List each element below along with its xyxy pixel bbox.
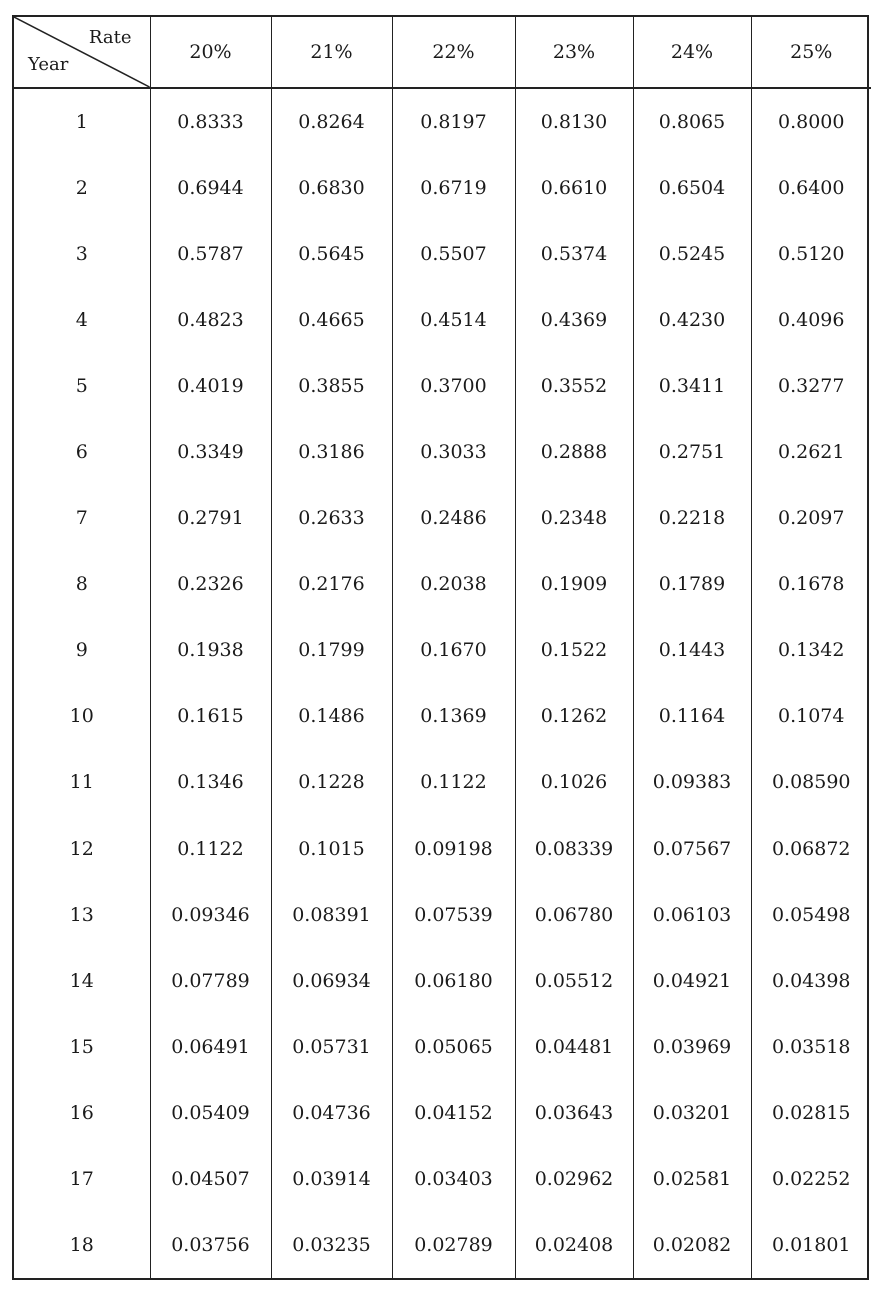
factor-cell: 0.05065 [392,1014,515,1080]
factor-cell: 0.03518 [751,1014,871,1080]
factor-cell: 0.4823 [150,287,271,353]
table-row [14,353,871,419]
factor-cell: 0.06780 [515,882,633,948]
rate-header: 23% [515,17,633,88]
factor-cell: 0.1228 [271,749,392,815]
year-cell: 5 [75,375,88,398]
factor-cell: 0.2176 [271,551,392,617]
factor-cell: 0.2888 [515,419,633,485]
discount-factor-table [14,17,871,1278]
factor-cell: 0.1799 [271,617,392,683]
factor-cell: 0.1122 [392,749,515,815]
factor-cell: 0.1938 [150,617,271,683]
year-rate-corner-cell [14,17,150,88]
factor-cell: 0.3411 [633,353,751,419]
factor-cell: 0.04398 [751,948,871,1014]
year-cell: 1 [75,111,88,134]
factor-cell: 0.1486 [271,683,392,749]
factor-cell: 0.3186 [271,419,392,485]
factor-cell: 0.1342 [751,617,871,683]
factor-cell: 0.1346 [150,749,271,815]
table-row [14,551,871,617]
factor-cell: 0.4096 [751,287,871,353]
factor-cell: 0.03201 [633,1080,751,1146]
factor-cell: 0.2038 [392,551,515,617]
year-axis-label: Year [28,54,69,75]
discount-factor-table-frame [12,15,869,1280]
factor-cell: 0.03643 [515,1080,633,1146]
table-row [14,816,871,882]
factor-cell: 0.3552 [515,353,633,419]
factor-cell: 0.6944 [150,155,271,221]
factor-cell: 0.05731 [271,1014,392,1080]
factor-cell: 0.6830 [271,155,392,221]
year-cell: 10 [69,705,94,728]
rate-header: 22% [392,17,515,88]
rate-header: 24% [633,17,751,88]
header-row [14,17,871,88]
year-cell: 15 [69,1035,94,1058]
factor-cell: 0.5245 [633,221,751,287]
factor-cell: 0.08391 [271,882,392,948]
table-row [14,287,871,353]
factor-cell: 0.03969 [633,1014,751,1080]
factor-cell: 0.8264 [271,88,392,155]
factor-cell: 0.3349 [150,419,271,485]
factor-cell: 0.04507 [150,1146,271,1212]
factor-cell: 0.5507 [392,221,515,287]
factor-cell: 0.07567 [633,816,751,882]
year-cell: 13 [69,903,94,926]
factor-cell: 0.2751 [633,419,751,485]
year-cell: 8 [75,573,88,596]
table-row [14,1146,871,1212]
factor-cell: 0.3855 [271,353,392,419]
factor-cell: 0.06180 [392,948,515,1014]
table-row [14,155,871,221]
factor-cell: 0.4665 [271,287,392,353]
factor-cell: 0.06872 [751,816,871,882]
factor-cell: 0.06103 [633,882,751,948]
factor-cell: 0.3033 [392,419,515,485]
factor-cell: 0.1026 [515,749,633,815]
factor-cell: 0.06491 [150,1014,271,1080]
table-row [14,221,871,287]
factor-cell: 0.8333 [150,88,271,155]
factor-cell: 0.08339 [515,816,633,882]
factor-cell: 0.1789 [633,551,751,617]
factor-cell: 0.08590 [751,749,871,815]
factor-cell: 0.03914 [271,1146,392,1212]
table-row [14,749,871,815]
rate-header: 20% [150,17,271,88]
factor-cell: 0.2791 [150,485,271,551]
factor-cell: 0.2097 [751,485,871,551]
factor-cell: 0.09383 [633,749,751,815]
factor-cell: 0.1074 [751,683,871,749]
year-cell: 17 [69,1167,94,1190]
factor-cell: 0.07789 [150,948,271,1014]
table-row [14,683,871,749]
factor-cell: 0.1678 [751,551,871,617]
table-row [14,88,871,155]
year-cell: 14 [69,969,94,992]
factor-cell: 0.04481 [515,1014,633,1080]
factor-cell: 0.6400 [751,155,871,221]
factor-cell: 0.2621 [751,419,871,485]
factor-cell: 0.02962 [515,1146,633,1212]
factor-cell: 0.4230 [633,287,751,353]
factor-cell: 0.5120 [751,221,871,287]
factor-cell: 0.1443 [633,617,751,683]
factor-cell: 0.1369 [392,683,515,749]
table-row [14,1212,871,1278]
factor-cell: 0.05512 [515,948,633,1014]
table-row [14,882,871,948]
rate-header: 25% [751,17,871,88]
factor-cell: 0.1615 [150,683,271,749]
year-cell: 9 [75,639,88,662]
year-cell: 7 [75,507,88,530]
factor-cell: 0.1122 [150,816,271,882]
factor-cell: 0.02789 [392,1212,515,1278]
factor-cell: 0.3700 [392,353,515,419]
factor-cell: 0.02815 [751,1080,871,1146]
factor-cell: 0.1522 [515,617,633,683]
factor-cell: 0.2486 [392,485,515,551]
year-cell: 18 [69,1233,94,1256]
factor-cell: 0.4514 [392,287,515,353]
factor-cell: 0.8130 [515,88,633,155]
table-row [14,1014,871,1080]
table-row [14,948,871,1014]
factor-cell: 0.04152 [392,1080,515,1146]
factor-cell: 0.1909 [515,551,633,617]
factor-cell: 0.6719 [392,155,515,221]
factor-cell: 0.02252 [751,1146,871,1212]
factor-cell: 0.03403 [392,1146,515,1212]
factor-cell: 0.05498 [751,882,871,948]
factor-cell: 0.1670 [392,617,515,683]
year-cell: 4 [75,309,88,332]
factor-cell: 0.4019 [150,353,271,419]
factor-cell: 0.2348 [515,485,633,551]
year-cell: 11 [69,771,94,794]
year-cell: 6 [75,441,88,464]
table-row [14,617,871,683]
factor-cell: 0.07539 [392,882,515,948]
year-cell: 2 [75,177,88,200]
factor-cell: 0.8065 [633,88,751,155]
factor-cell: 0.03756 [150,1212,271,1278]
factor-cell: 0.04736 [271,1080,392,1146]
factor-cell: 0.02581 [633,1146,751,1212]
table-row [14,1080,871,1146]
factor-cell: 0.1262 [515,683,633,749]
factor-cell: 0.03235 [271,1212,392,1278]
factor-cell: 0.2218 [633,485,751,551]
factor-cell: 0.06934 [271,948,392,1014]
year-cell: 16 [69,1101,94,1124]
factor-cell: 0.6504 [633,155,751,221]
factor-cell: 0.02082 [633,1212,751,1278]
factor-cell: 0.09198 [392,816,515,882]
year-cell: 3 [75,243,88,266]
year-cell: 12 [69,837,94,860]
factor-cell: 0.8197 [392,88,515,155]
factor-cell: 0.2633 [271,485,392,551]
rate-header: 21% [271,17,392,88]
factor-cell: 0.5374 [515,221,633,287]
table-row [14,419,871,485]
factor-cell: 0.5645 [271,221,392,287]
table-body [14,88,871,1278]
factor-cell: 0.2326 [150,551,271,617]
factor-cell: 0.4369 [515,287,633,353]
rate-axis-label: Rate [88,27,132,48]
factor-cell: 0.05409 [150,1080,271,1146]
factor-cell: 0.04921 [633,948,751,1014]
factor-cell: 0.02408 [515,1212,633,1278]
factor-cell: 0.5787 [150,221,271,287]
factor-cell: 0.1164 [633,683,751,749]
factor-cell: 0.01801 [751,1212,871,1278]
factor-cell: 0.8000 [751,88,871,155]
factor-cell: 0.3277 [751,353,871,419]
factor-cell: 0.09346 [150,882,271,948]
factor-cell: 0.1015 [271,816,392,882]
factor-cell: 0.6610 [515,155,633,221]
table-row [14,485,871,551]
